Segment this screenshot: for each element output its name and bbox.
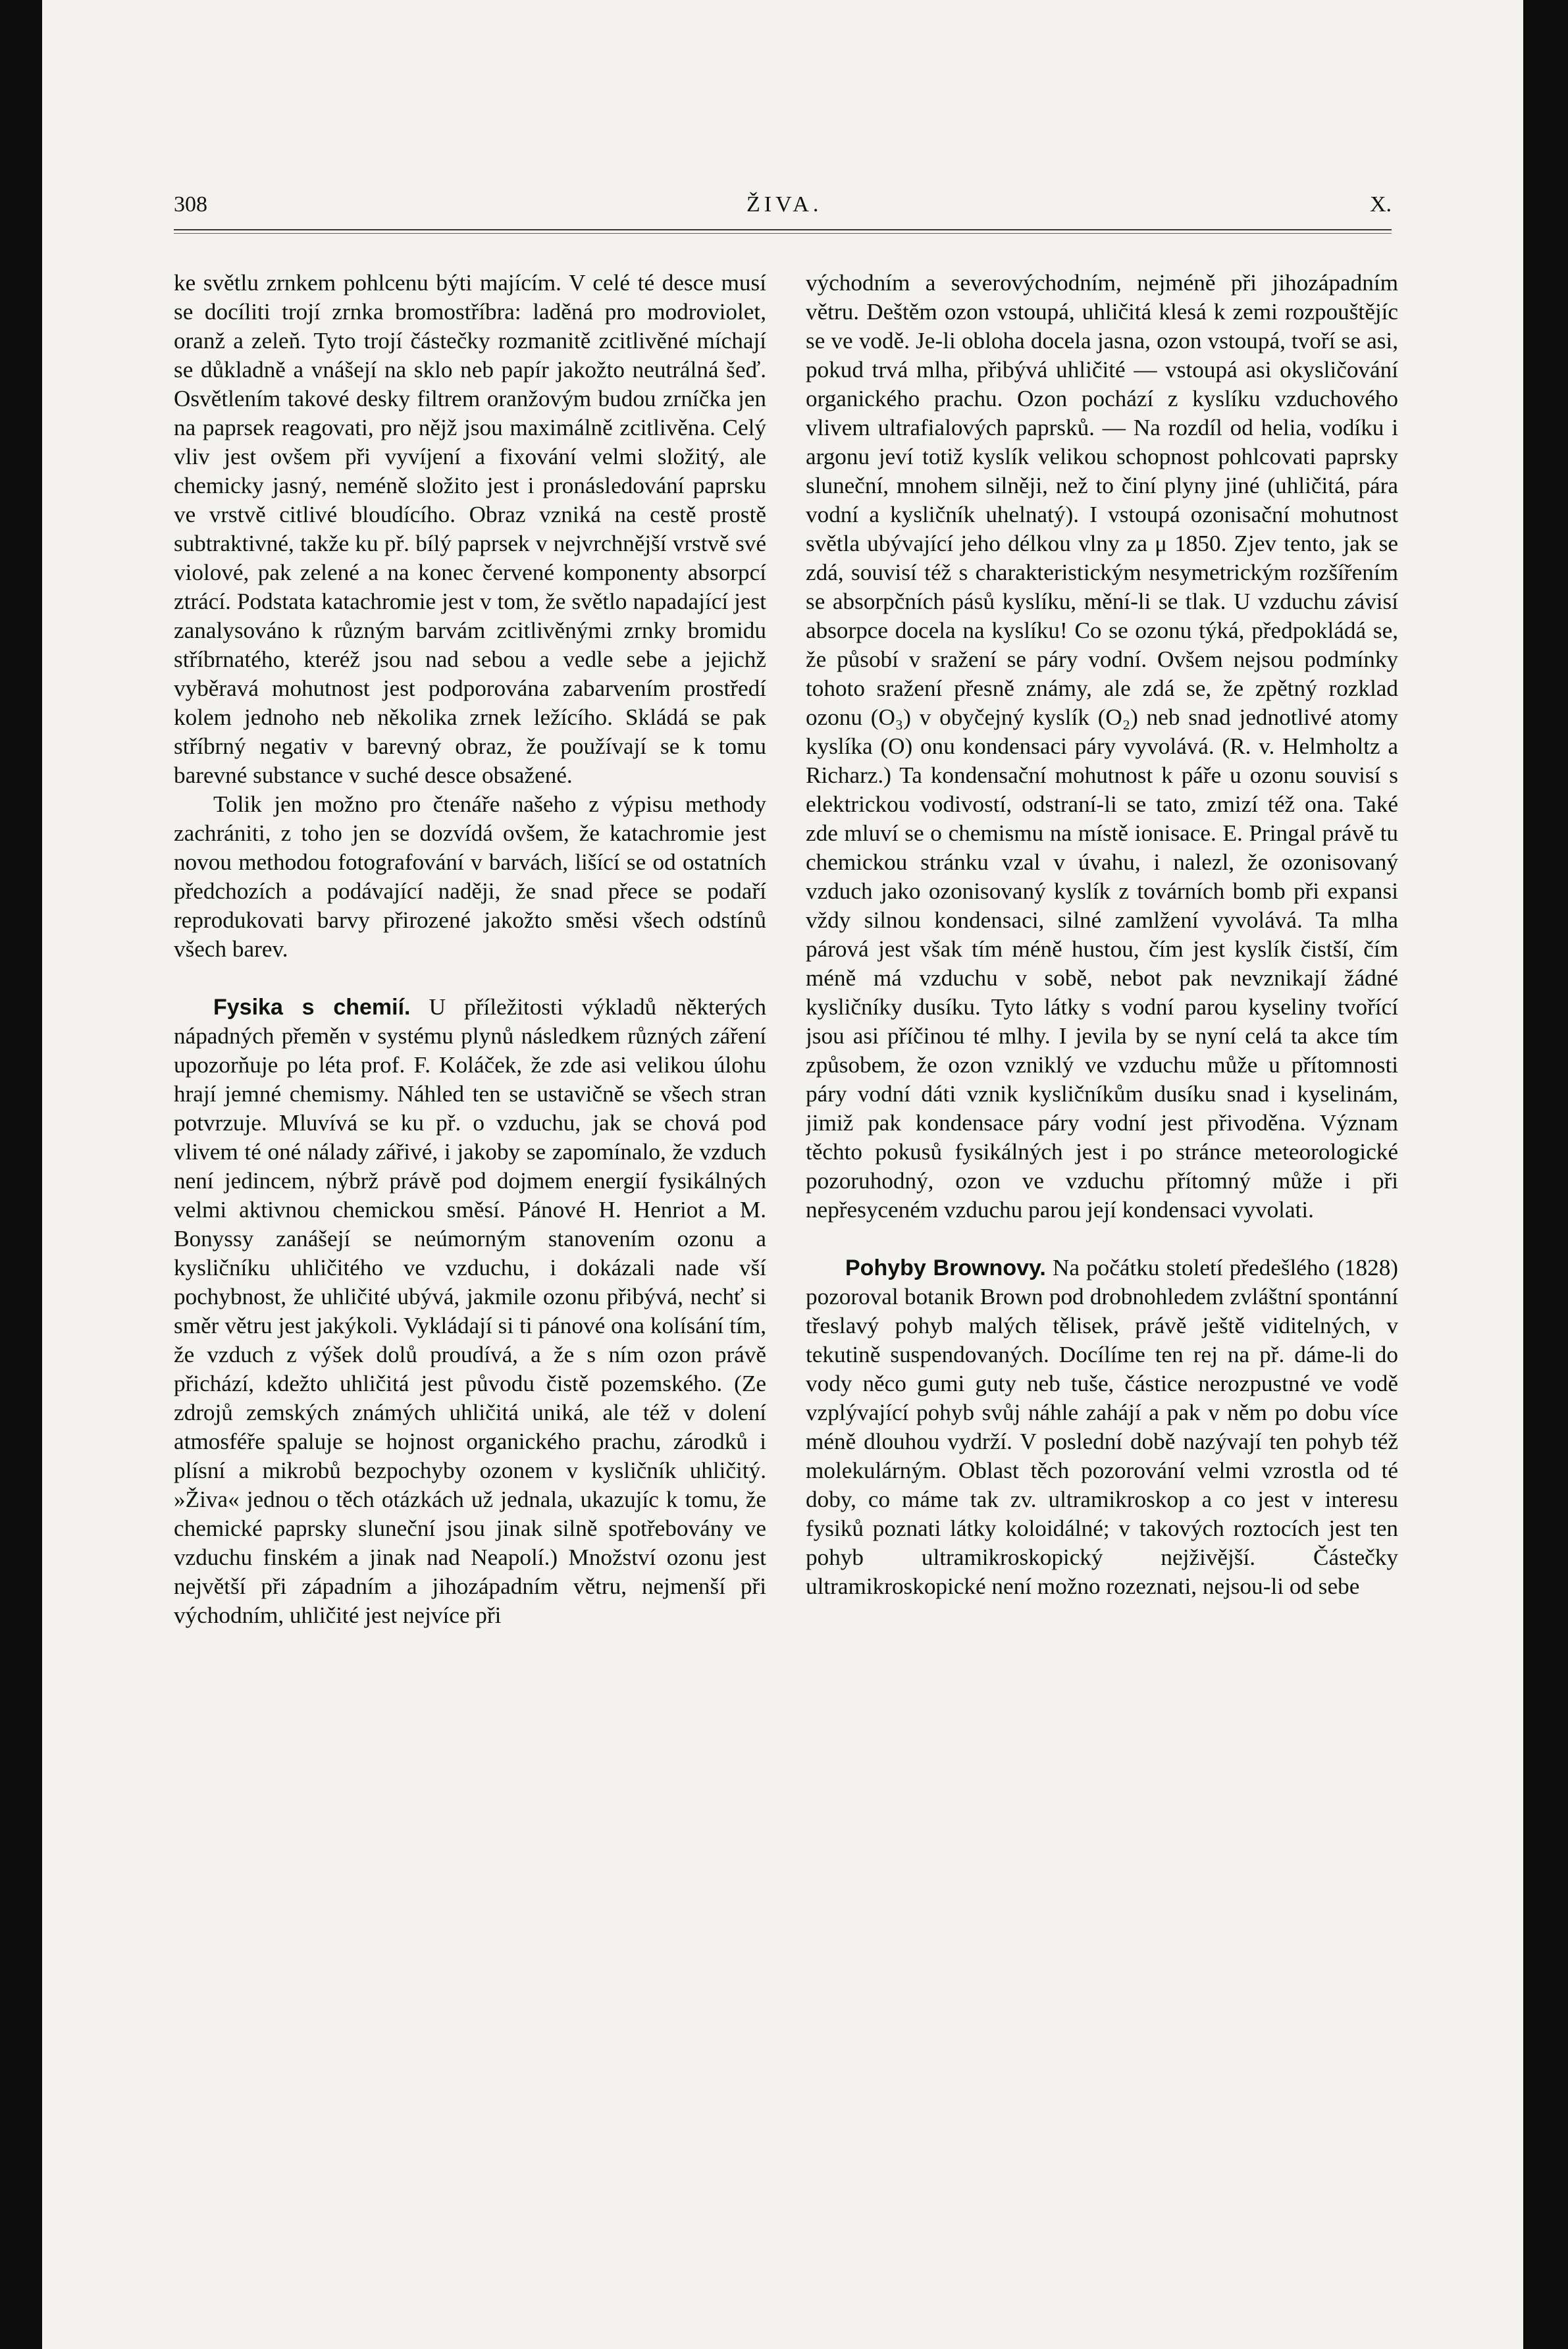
section-heading: Fysika s chemií. [213, 995, 411, 1020]
right-column [806, 269, 1398, 2283]
section-paragraph [174, 993, 766, 1630]
scan-edge [1526, 0, 1568, 2349]
left-column [174, 269, 766, 2283]
paragraph-text: Na počátku století předešlého (1828) pozoroval botanik Brown pod drobnohledem zvláštní spontánní třeslavý pohyb malých tělisek, právě ještě viditelných, v tekutině suspendovaných. Docílíme ten rej na př. dáme-li do vody něco gumi guty neb tuše, částice nerozpustné ve vodě vzplývající pohyb svůj náhle zahájí a pak v něm po dobu více méně dlouhou vydrží. V poslední době nazývají ten pohyb též molekulárným. Oblast těch pozorování velmi vzrostla od té doby, co máme tak zv. ultramikroskop a co jest v interesu fysiků poznati látky koloidálné; v takových roztocích jest ten pohyb ultramikroskopický nejživější. Částečky ultramikroskopické není možno rozeznati, nejsou-li od sebe [806, 1255, 1398, 1599]
volume-number: X. [1369, 192, 1392, 217]
paragraph: Tolik jen možno pro čtenáře našeho z výpisu methody zachrániti, z toho jen se dozvídá ovšem, že katachromie jest novou methodou fotografování v barvách, lišící se od ostatních předchozích a podávající naději, že snad přece se podaří reprodukovati barvy přirozené jakožto směsi všech odstínů všech barev. [174, 791, 766, 962]
paragraph: ke světlu zrnkem pohlcenu býti majícím. V celé té desce musí se docíliti trojí zrnka bromostříbra: laděná pro modroviolet, oranž a zeleň. Tyto trojí částečky rozmanitě zcitlivěné míchají se důkladně a vnášejí na sklo neb papír jakožto neutrálná šeď. Osvětlením takové desky filtrem oranžovým budou zrníčka jen na paprsek reagovati, pro nějž jsou maximálně zcitlivěna. Celý vliv jest ovšem při vyvíjení a fixování velmi složitý, ale chemicky jasný, neméně složito jest i pronásledování paprsku ve vrstvě citlivé bloudícího. Obraz vzniká na cestě prostě subtraktivné, takže ku př. bílý paprsek v nejvrchnější vrstvě své violové, pak zelené a na konec červené komponenty absorpcí ztrácí. Podstata katachromie jest v tom, že světlo napadající jest zanalysováno k různým barvám zcitlivěnými zrnky bromidu stříbrnatého, kteréž jsou nad sebou a vedle sebe a jejichž vyběravá mohutnost jest podporována zabarvením prostředí kolem jednoho neb několika zrnek ležícího. Skládá se pak stříbrný negativ v barevný obraz, že používají se k tomu barevné substance v suché desce obsažené. [174, 270, 766, 788]
journal-title: ŽIVA. [746, 192, 823, 217]
running-header [174, 192, 1392, 232]
section-paragraph [806, 1254, 1398, 1601]
header-rule [174, 229, 1392, 234]
page-number: 308 [174, 192, 207, 217]
section-heading: Pohyby Brownovy. [845, 1255, 1046, 1280]
paragraph-text: U příležitosti výkladů některých nápadných přeměn v systému plynů následkem různých záření upozorňuje po léta prof. F. Koláček, že zde asi velikou úlohu hrají jemné chemismy. Náhled ten se ustavičně se všech stran potvrzuje. Mluvívá se ku př. o vzduchu, jak se chová pod vlivem té oné nálady zářivé, i jakoby se zapomínalo, že vzduch není jedincem, nýbrž právě pod dojmem energií fysikálných velmi aktivnou chemickou směsí. Pánové H. Henriot a M. Bonyssy zanášejí se neúmorným stanovením ozonu a kysličníku uhličitého ve vzduchu, i dokázali nade vší pochybnost, že uhličité ubývá, jakmile ozonu přibývá, nechť si směr větru jest jakýkoli. Vykládají si ti pánové ona kolísání tím, že vzduch z výšek dolů proudívá, a že s ním ozon právě přichází, kdežto uhličitá jest původu čistě pozemského. (Ze zdrojů zemských známých uhličitá uniká, ale též v dolení atmosféře spaluje se hojnost organického prachu, zárodků i plísní a mikrobů bezpochyby ozonem v kysličník uhličitý. »Živa« jednou o těch otázkách už jednala, ukazujíc k tomu, že chemické paprsky sluneční jsou jinak silně spotřebovány ve vzduchu finském a jinak nad Neapolí.) Množství ozonu jest největší při západním a jihozápadním větru, nejmenší při východním, uhličité jest nejvíce při [174, 994, 766, 1628]
paragraph: východním a severovýchodním, nejméně při jihozápadním větru. Deštěm ozon vstoupá, uhličitá klesá k zemi rozpouštějíc se ve vodě. Je-li obloha docela jasna, ozon vstoupá, tvoří se asi, pokud trvá mlha, přibývá uhličité — vstoupá asi okysličování organického prachu. Ozon pochází z kyslíku vzduchového vlivem ultrafialových paprsků. — Na rozdíl od helia, vodíku i argonu jeví totiž kyslík velikou schopnost pohlcovati paprsky sluneční, mnohem silněji, než to činí plyny jiné (uhličitá, pára vodní a kysličník uhelnatý). I vstoupá ozonisační mohutnost světla ubývající jeho délkou vlny za μ 1850. Zjev tento, jak se zdá, souvisí též s charakteristickým nesymetrickým rozšířením se absorpčních pásů kyslíku, mění-li se tlak. U vzduchu závisí absorpce docela na kyslíku! Co se ozonu týká, předpokládá se, že působí v sražení se páry vodní. Ovšem nejsou podmínky tohoto sražení přesně známy, ale zdá se, že zpětný rozklad ozonu (O₃) v obyčejný kyslík (O₂) neb snad jednotlivé atomy kyslíka (O) onu kondensaci páry vyvolává. (R. v. Helmholtz a Richarz.) Ta kondensační mohutnost k páře u ozonu souvisí s elektrickou vodivostí, odstraní-li se tato, zmizí též ona. Také zde mluví se o chemismu na místě ionisace. E. Pringal právě tu chemickou stránku vzal v úvahu, i nalezl, že ozonisovaný vzduch jako ozonisovaný kyslík z továrních bomb při expansi vždy silnou kondensaci, silné zamlžení vyvolává. Ta mlha párová jest však tím méně hustou, čím jest kyslík čistší, čím méně má vzduchu v sobě, nebot pak nevznikají žádné kysličníky dusíku. Tyto látky s vodní parou kyseliny tvořící jsou asi příčinou té mlhy. I jevila by se nyní celá ta akce tím způsobem, že ozon vzniklý ve vzduchu může u přítomnosti páry vodní dáti vznik kysličníkům dusíku snad i kyselinám, jimiž pak kondensace páry vodní jest přivoděna. Význam těchto pokusů fysikálných jest i po stránce meteorologické pozoruhodný, ozon ve vzduchu přítomný může i při nepřesyceném vzduchu parou její kondensaci vyvolati. [806, 270, 1398, 1223]
